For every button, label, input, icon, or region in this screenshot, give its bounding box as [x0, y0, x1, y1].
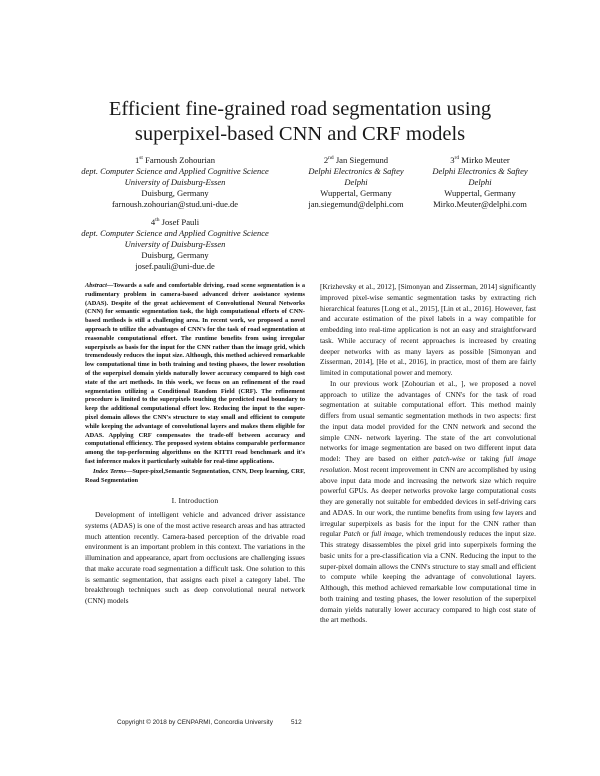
author-index-suffix: st: [139, 155, 143, 162]
author-affiliation: Delphi: [344, 177, 368, 187]
italic-term: Patch: [343, 529, 361, 539]
author-affiliation: Delphi: [468, 177, 492, 187]
author-location: Duisburg, Germany: [141, 188, 209, 198]
author-email: Mirko.Meuter@delphi.com: [433, 199, 527, 209]
author-block-3: [420, 155, 540, 210]
author-email: farnoush.zohourian@stud.uni-due.de: [111, 199, 239, 209]
text-span: In our previous work [Zohourian et al., ], we proposed a novel approach to utilize the advantages of CNN's for the task of road segmentation at suitable computational effort. This method mainly differs from usual semantic segmentation methods in two aspects: first the input data model provided for the CNN network and second the simple CNN- network layering. The state of the art convolutional networks for image segmentation are based on two different input data model: They are based on either: [320, 378, 536, 463]
left-column: [85, 282, 305, 607]
text-span: . Most recent improvement in CNN are accomplished by using above input data mode and increasing the network size which require powerful GPUs. As deeper networks provoke large computational costs they are generally not suitable for embedded devices in self-driving cars and ADAS. In our work, the runtime benefits from using few layers and irregular superpixels as basis for the input for the CNN rather than regular: [320, 464, 536, 539]
author-index-suffix: nd: [328, 155, 334, 162]
abstract: [85, 282, 305, 467]
author-email: josef.pauli@uni-due.de: [135, 261, 215, 271]
body-paragraph: [320, 379, 536, 626]
index-terms-label: Index Terms: [93, 467, 126, 475]
author-location: Wuppertal, Germany: [444, 188, 516, 198]
author-name: Farnoush Zohourian: [145, 155, 216, 165]
author-location: Wuppertal, Germany: [320, 188, 392, 198]
author-index-suffix: th: [155, 217, 160, 224]
footer-copyright: Copyright © 2018 by CENPARMI, Concordia University: [117, 719, 273, 726]
body-paragraph: [Krizhevsky et al., 2012], [Simonyan and Zisserman, 2014] significantly improved pixel-wise semantic segmentation tasks by extracting rich hierarchical features [Long et al., 2015], [Lin et al., 2016]. However, fast and accurate estimation of the pixel labels in a way compatible for embedding into real-time application is not an easy and straightforward task. While accuracy of recent approaches is increased by creating deeper networks with as many layers as possible [Simonyan and Zisserman, 2014], [He et al., 2016], in practice, most of them are fairly limited in computational power and memory.: [320, 282, 536, 377]
index-terms-text: —Super-pixel,Semantic Segmentation, CNN, Deep learning, CRF, Road Segmentation: [85, 467, 305, 484]
author-index: 3: [450, 155, 455, 165]
author-affiliation: Delphi Electronics & Saftey: [432, 166, 528, 176]
author-index: 1: [134, 155, 140, 165]
author-email: jan.siegemund@delphi.com: [308, 199, 404, 209]
author-name: Josef Pauli: [161, 217, 200, 227]
right-column: [320, 282, 536, 626]
italic-term: patch-wise: [433, 454, 466, 463]
italic-term: full image: [371, 529, 402, 539]
italic-term: full image resolution: [320, 454, 537, 474]
author-affiliation: dept. Computer Science and Applied Cognitive Science: [81, 228, 269, 238]
author-name: Mirko Meuter: [461, 155, 510, 165]
author-affiliation: dept. Computer Science and Applied Cognitive Science: [81, 166, 269, 176]
title-line-2: superpixel-based CNN and CRF models: [134, 123, 466, 145]
author-affiliation: University of Duisburg-Essen: [124, 177, 226, 187]
text-span: or: [360, 529, 372, 539]
author-name: Jan Siegemund: [335, 155, 389, 165]
title-line-1: Efficient fine-grained road segmentation using: [108, 98, 492, 120]
author-location: Duisburg, Germany: [141, 250, 209, 260]
author-index: 2: [323, 155, 329, 165]
author-affiliation: Delphi Electronics & Saftey: [308, 166, 404, 176]
author-index-suffix: rd: [454, 155, 460, 162]
paper-title: [40, 97, 560, 147]
page-number: 512: [291, 719, 302, 726]
abstract-label: Abstract: [85, 282, 107, 289]
author-block-4: [80, 217, 270, 272]
section-heading: I. Introduction: [171, 496, 219, 506]
index-terms: [85, 468, 305, 486]
abstract-text: —Towards a safe and comfortable driving, road scene segmentation is a rudimentary problem in camera-based advanced driver assistance systems (ADAS). Despite of the great achievement of Convolutional Neural Networks (CNN) for semantic segmentation task, the high computational efforts of CNN-based methods is still a challenging area. In recent work, we proposed a novel approach to utilize the advantages of CNN's for the task of road segmentation at reasonable computational effort. The runtime benefits from using irregular superpixels as basis for the input for the CNN rather than the image grid, which tremendously reduces the input size. Although, this method achieved remarkable low computational time in both training and testing phases, the lower resolution of the superpixel domain yields naturally lower accuracy compared to high cost state of the art methods. In this work, we focus on an refinement of the road segmentation utilizing a Conditional Random Field (CRF). The refinement procedure is limited to the superpixels touching the predicted road boundary to keep the additional computational effort low. Reducing the input to the super-pixel domain allows the CNN's structure to stay small and efficient to compute while keeping the advantage of convolutional layers and makes them eligible for ADAS. Applying CRF compensates the trade-off between accuracy and computational efficiency. The proposed system obtains comparable performance among the top-performing algorithms on the KITTI road benchmark and it's fast inference makes it particularly suitable for real-time applications.: [85, 282, 305, 465]
text-span: or taking: [465, 454, 504, 463]
intro-paragraph: Development of intelligent vehicle and advanced driver assistance systems (ADAS) is one of the most active research areas and has attracted much attention recently. Camera-based perception of the drivable road environment is an important problem in this context. The variations in the illumination and appearance, apart from occlusions are challenging issues that make accurate road segmentation a difficult task. One solution to this is semantic segmentation, that assigns each pixel a category label. The breakthrough techniques such as deep convolutional neural network (CNN) models: [85, 510, 305, 606]
author-index: 4: [150, 217, 156, 227]
author-block-1: [80, 155, 270, 210]
text-span: , which tremendously reduces the input size. This strategy disassembles the pixel grid into superpixels forming the basic units for a pre-classification via a CNN. Reducing the input to the super-pixel domain allows the CNN's structure to stay small and efficient to compute while keeping the advantage of convolutional layers. Although, this method achieved remarkable low computational time in both training and testing phases, the lower resolution of the superpixel domain yields naturally lower accuracy compared to high cost state of the art methods.: [320, 529, 536, 625]
author-block-2: [296, 155, 416, 210]
author-affiliation: University of Duisburg-Essen: [124, 239, 226, 249]
